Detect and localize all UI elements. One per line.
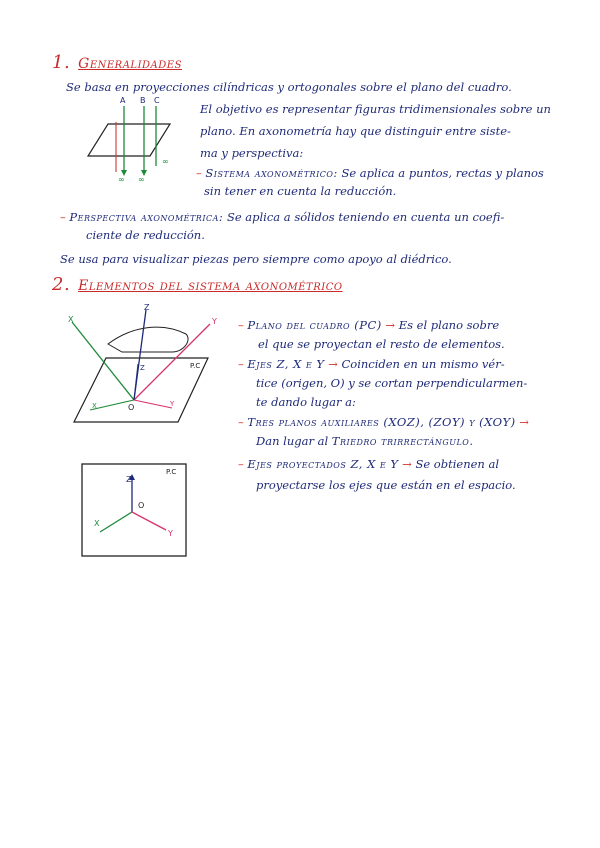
item1-dash: – — [238, 318, 244, 332]
sistema-dash: – — [196, 166, 202, 180]
item4-term: Ejes proyectados Z, X e Y — [247, 457, 399, 471]
sistema-text2: sin tener en cuenta la reducción. — [204, 184, 397, 198]
fig1-label-z2: Z — [140, 364, 145, 372]
fig1-label-z: Z — [144, 303, 150, 312]
section2-number: 2. — [52, 274, 71, 295]
item2-line3: te dando lugar a: — [256, 395, 356, 409]
proj-x-axis — [100, 512, 132, 532]
item2-line2: tice (origen, O) y se cortan perpendicularmen- — [256, 376, 528, 390]
item1-arrow: → — [385, 318, 396, 332]
section1-intro-line3: plano. En axonometría hay que distinguir entre siste- — [200, 124, 511, 138]
perspectiva-text2: ciente de reducción. — [86, 228, 205, 242]
section1-intro-line2: El objetivo es representar figuras tridimensionales sobre un — [200, 102, 551, 116]
item4-line1-rest: Se obtienen al — [415, 457, 500, 471]
item2-term: Ejes Z, X e Y — [247, 357, 325, 371]
item1-line1 — [238, 318, 499, 332]
item4-line1 — [238, 457, 499, 471]
projection-plane — [88, 124, 170, 156]
item2-line1 — [238, 357, 505, 371]
sistema-term: Sistema axonométrico: — [205, 166, 338, 180]
label-inf3: ∞ — [162, 157, 169, 166]
perspectiva-term: Perspectiva axonométrica: — [69, 210, 224, 224]
fig2-label-pc: P.C — [166, 468, 177, 476]
perspectiva-text1: Se aplica a sólidos teniendo en cuenta un coefi- — [226, 210, 505, 224]
label-a: A — [120, 96, 126, 105]
fig1-label-o: O — [128, 403, 135, 412]
item2-arrow: → — [328, 357, 338, 371]
fig1-label-y: Y — [212, 317, 217, 326]
item4-line2: proyectarse los ejes que están en el espacio. — [256, 478, 516, 492]
fig1-label-y2: Y — [170, 400, 175, 408]
item1-line1-rest: Es el plano sobre — [398, 318, 500, 332]
fig1-label-x: X — [68, 315, 74, 324]
item3-arrow: → — [519, 415, 529, 429]
projection-figure — [80, 92, 190, 182]
hidden-surface — [108, 327, 188, 352]
axes-space-figure — [62, 300, 232, 435]
label-b: B — [140, 96, 146, 105]
section1-intro-line1: Se basa en proyecciones cilíndricas y ortogonales sobre el plano del cuadro. — [66, 80, 512, 94]
label-inf2: ∞ — [138, 175, 145, 182]
fig1-label-x2: X — [92, 402, 97, 410]
item1-line2: el que se proyectan el resto de elementos. — [258, 337, 505, 351]
item1-term: Plano del cuadro (PC) — [247, 318, 382, 332]
item3-line2-prefix: Dan lugar al — [256, 434, 329, 448]
item3-line2-term: Triedro trirrectángulo. — [331, 434, 474, 448]
item3-dash: – — [238, 415, 244, 429]
label-inf1: ∞ — [118, 175, 125, 182]
projected-axes-figure — [80, 462, 190, 562]
item3-line1 — [238, 415, 529, 429]
proj-y-axis — [132, 512, 166, 530]
fig2-label-x: X — [94, 519, 100, 528]
item4-arrow: → — [402, 457, 412, 471]
perspectiva-line1 — [60, 210, 504, 224]
item2-dash: – — [238, 357, 244, 371]
sistema-text1: Se aplica a puntos, rectas y planos — [341, 166, 544, 180]
item2-line1-rest: Coinciden en un mismo vér- — [341, 357, 505, 371]
item3-term: Tres planos auxiliares (XOZ), (ZOY) y (XOY) — [247, 415, 516, 429]
y-projected — [134, 400, 172, 408]
section1-title: Generalidades — [78, 56, 182, 72]
section1-intro-line4: ma y perspectiva: — [200, 146, 304, 160]
section2-title: Elementos del sistema axonométrico — [78, 278, 343, 294]
section1-number: 1. — [52, 52, 71, 73]
label-c: C — [154, 96, 160, 105]
z-projected — [134, 364, 138, 400]
sistema-line1 — [196, 166, 544, 180]
fig2-label-y: Y — [168, 529, 173, 538]
perspectiva-dash: – — [60, 210, 66, 224]
usage-line: Se usa para visualizar piezas pero siempre como apoyo al diédrico. — [60, 252, 452, 266]
fig1-label-pc: P.C — [190, 362, 201, 370]
section1-heading — [52, 52, 182, 73]
pc-frame — [82, 464, 186, 556]
fig2-label-o: O — [138, 501, 145, 510]
item3-line2 — [256, 434, 474, 448]
fig2-label-z: Z — [126, 475, 132, 484]
item4-dash: – — [238, 457, 244, 471]
section2-heading — [52, 274, 343, 295]
